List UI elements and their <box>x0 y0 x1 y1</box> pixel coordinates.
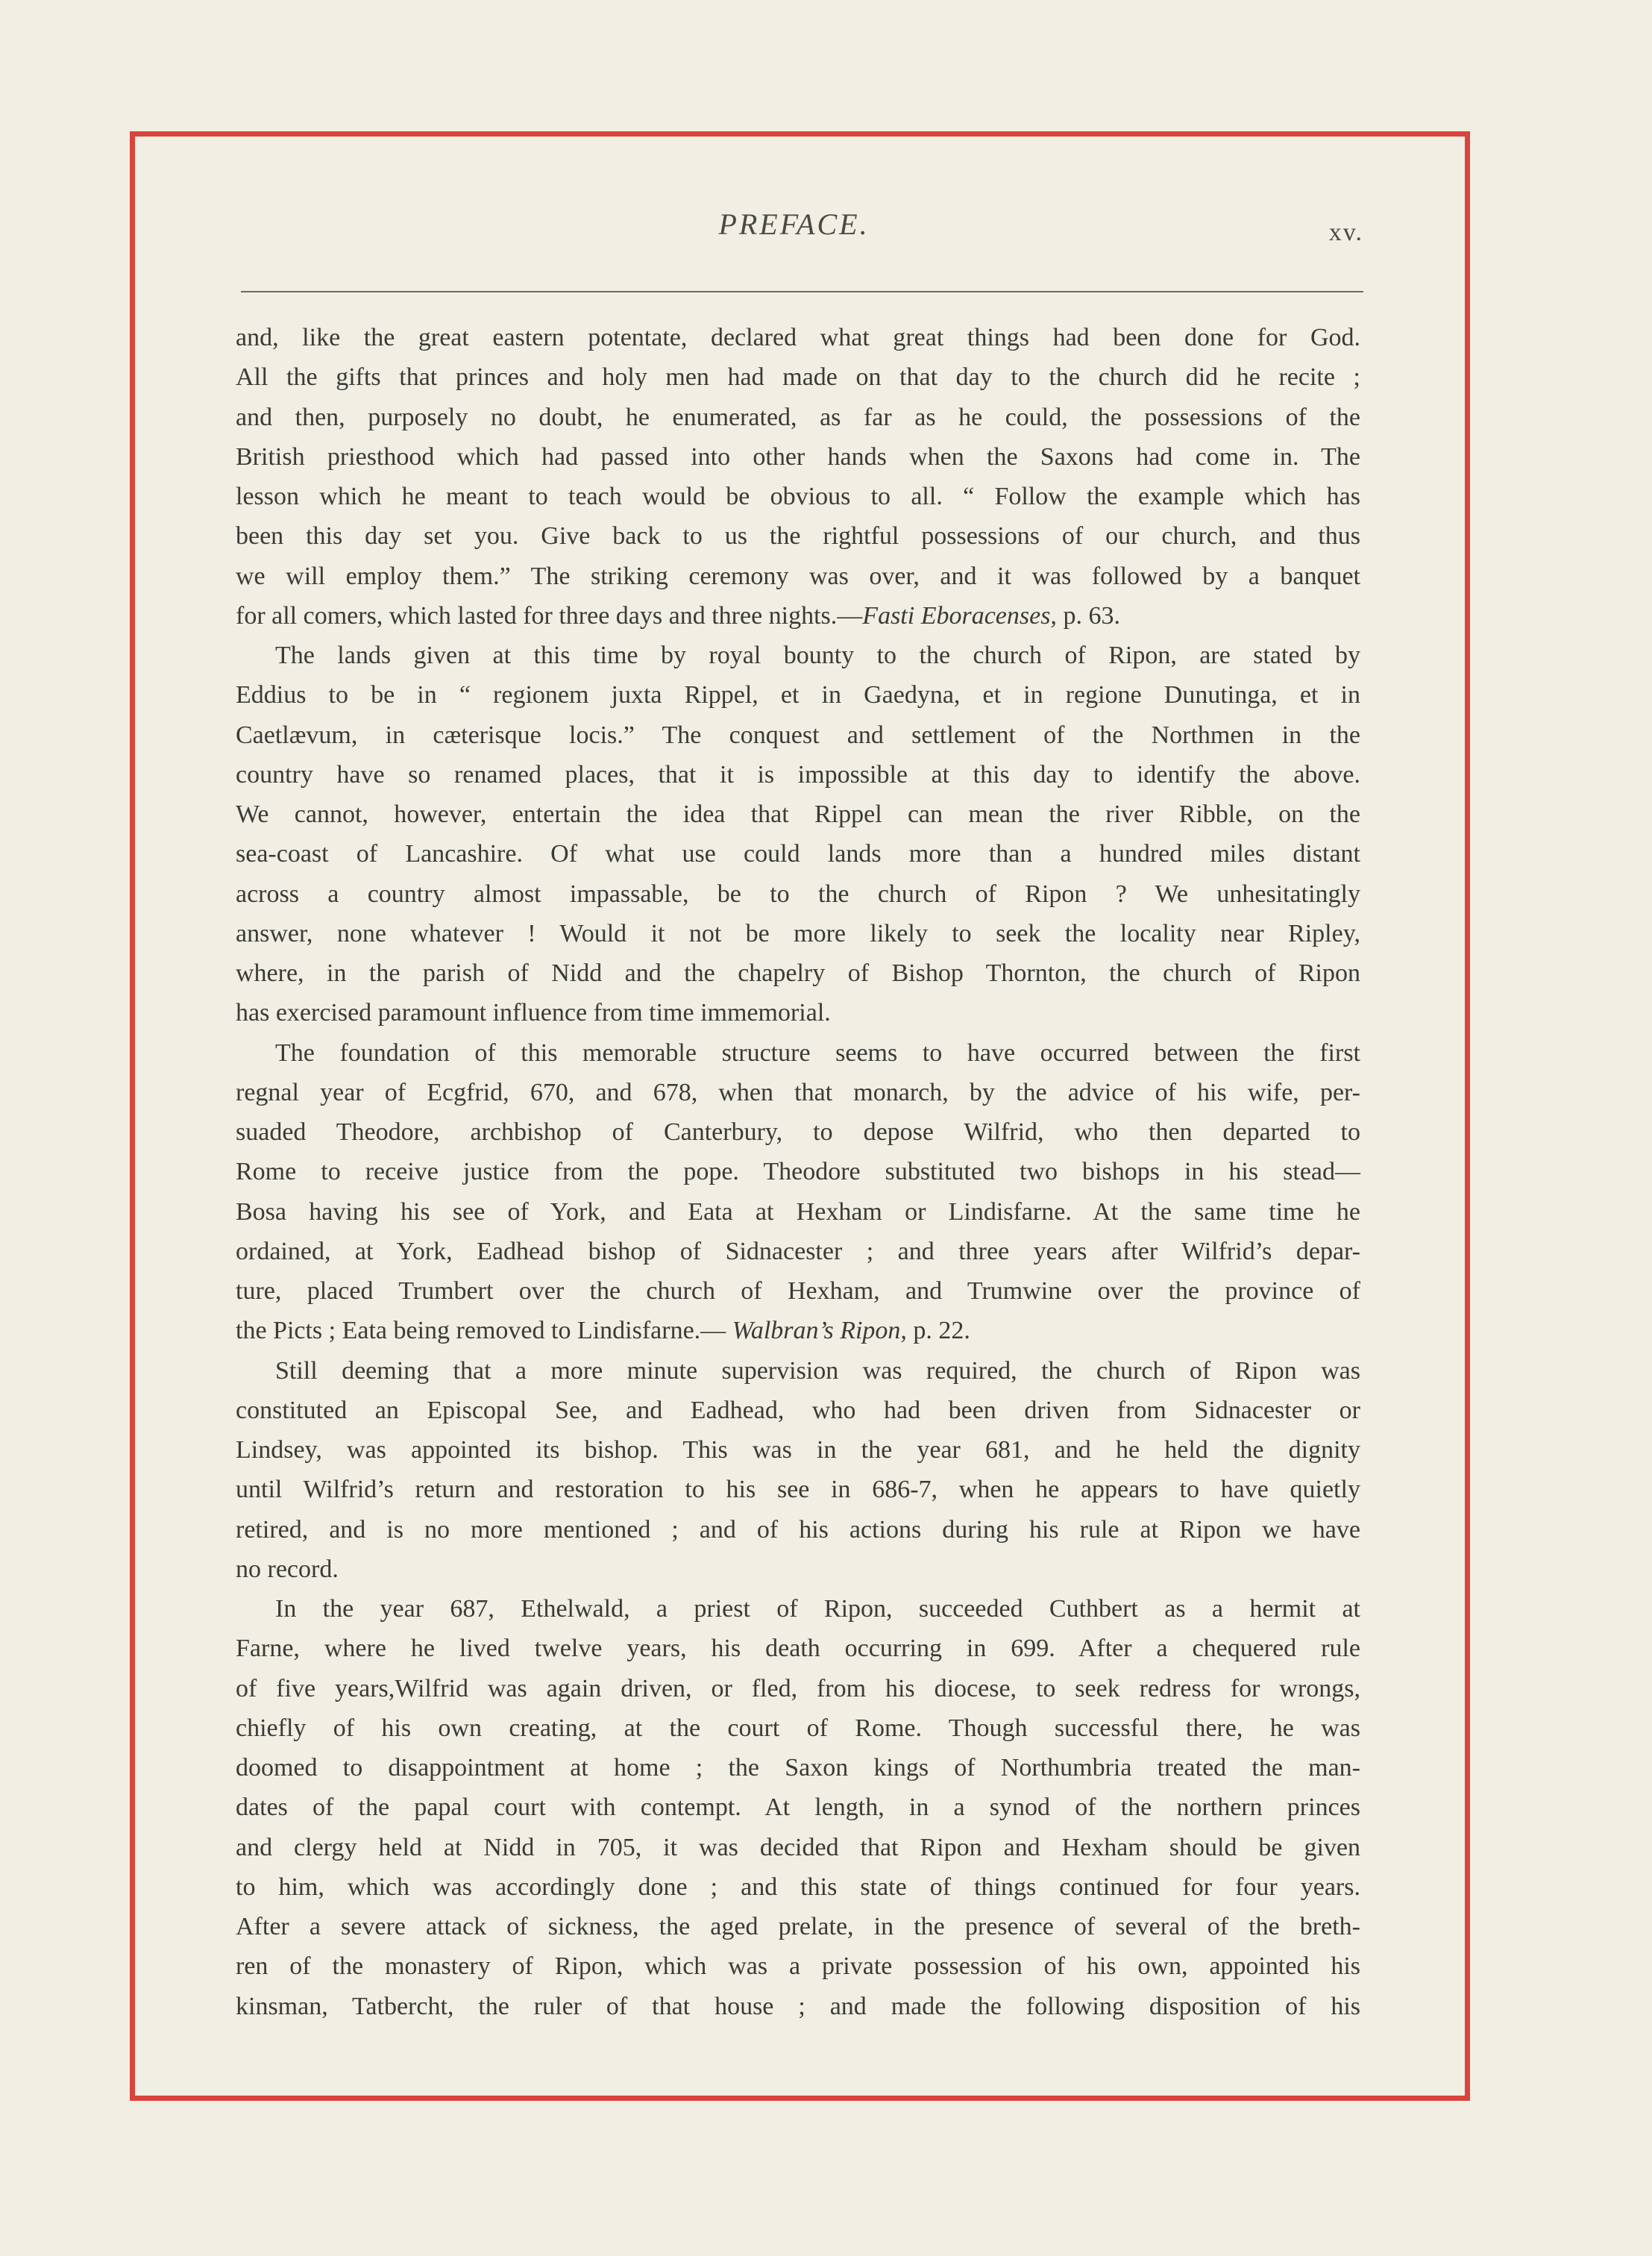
text-line: has exercised paramount influence from time immemorial. <box>236 999 831 1027</box>
text-line: sea-coast of Lancashire. Of what use could lands more than a hundred miles distant <box>236 840 1360 868</box>
text-line: After a severe attack of sickness, the aged prelate, in the presence of several of the breth- <box>236 1913 1360 1940</box>
text-line: no record. <box>236 1555 339 1583</box>
citation-walbrans-ripon: Walbran’s Ripon, <box>732 1317 907 1345</box>
text-line: suaded Theodore, archbishop of Canterbury, to depose Wilfrid, who then departed to <box>236 1118 1360 1146</box>
text-line: of five years,Wilfrid was again driven, or fled, from his diocese, to seek redress for wrongs, <box>236 1674 1360 1702</box>
text-line: the Picts ; Eata being removed to Lindisfarne.— Walbran’s Ripon, p. 22. <box>236 1317 970 1345</box>
text-line: across a country almost impassable, be to the church of Ripon ? We unhesitatingly <box>236 880 1360 908</box>
text-line: country have so renamed places, that it is impossible at this day to identify the above. <box>236 760 1360 789</box>
text-line: Rome to receive justice from the pope. Theodore substituted two bishops in his stead— <box>236 1158 1360 1186</box>
text-line: Bosa having his see of York, and Eata at Hexham or Lindisfarne. At the same time he <box>236 1197 1360 1226</box>
text-line: where, in the parish of Nidd and the chapelry of Bishop Thornton, the church of Ripon <box>236 959 1360 987</box>
text-line: constituted an Episcopal See, and Eadhead, who had been driven from Sidnacester or <box>236 1396 1360 1424</box>
text-line: and clergy held at Nidd in 705, it was decided that Ripon and Hexham should be given <box>236 1833 1360 1861</box>
header-rule <box>241 291 1363 292</box>
text-line: In the year 687, Ethelwald, a priest of Ripon, succeeded Cuthbert as a hermit at <box>275 1595 1360 1623</box>
text-line: The lands given at this time by royal bounty to the church of Ripon, are stated by <box>275 642 1360 669</box>
text-line: until Wilfrid’s return and restoration to his see in 686-7, when he appears to have quietly <box>236 1476 1360 1504</box>
text-line: we will employ them.” The striking ceremony was over, and it was followed by a banquet <box>236 562 1360 590</box>
text-line: dates of the papal court with contempt. At length, in a synod of the northern princes <box>236 1793 1360 1822</box>
text-line: We cannot, however, entertain the idea that Rippel can mean the river Ribble, on the <box>236 800 1360 828</box>
text-line: been this day set you. Give back to us the rightful possessions of our church, and thus <box>236 522 1360 551</box>
page-number: xv. <box>1328 219 1363 246</box>
text-line: ordained, at York, Eadhead bishop of Sidnacester ; and three years after Wilfrid’s depar- <box>236 1237 1360 1265</box>
text-line: All the gifts that princes and holy men had made on that day to the church did he recite ; <box>236 363 1360 392</box>
text-line: retired, and is no more mentioned ; and of his actions during his rule at Ripon we have <box>236 1515 1360 1544</box>
text-line: lesson which he meant to teach would be obvious to all. “ Follow the example which has <box>236 483 1360 510</box>
text-line: and then, purposely no doubt, he enumerated, as far as he could, the possessions of the <box>236 403 1360 431</box>
text-line: ren of the monastery of Ripon, which was a private possession of his own, appointed his <box>236 1952 1360 1981</box>
body-text <box>236 318 1360 2026</box>
text-line: Lindsey, was appointed its bishop. This was in the year 681, and he held the dignity <box>236 1436 1360 1464</box>
text-line: answer, none whatever ! Would it not be more likely to seek the locality near Ripley, <box>236 919 1360 947</box>
text-line: and, like the great eastern potentate, declared what great things had been done for God. <box>236 324 1360 351</box>
text-line: The foundation of this memorable structure seems to have occurred between the first <box>275 1038 1360 1067</box>
text-line: British priesthood which had passed into other hands when the Saxons had come in. The <box>236 442 1360 471</box>
text-line: Eddius to be in “ regionem juxta Rippel, et in Gaedyna, et in regione Dunutinga, et in <box>236 681 1360 709</box>
text-line: regnal year of Ecgfrid, 670, and 678, when that monarch, by the advice of his wife, per- <box>236 1078 1360 1106</box>
text-line: kinsman, Tatbercht, the ruler of that house ; and made the following disposition of his <box>236 1992 1360 2020</box>
running-title: PREFACE. <box>718 207 870 241</box>
page-border <box>130 131 1470 2101</box>
text-line: for all comers, which lasted for three days and three nights.—Fasti Eboracenses, p. 63. <box>236 601 1120 630</box>
citation-fasti-eboracenses: Fasti Eboracenses, <box>862 601 1057 630</box>
text-line: Still deeming that a more minute supervision was required, the church of Ripon was <box>275 1356 1360 1385</box>
text-line: Caetlævum, in cæterisque locis.” The conquest and settlement of the Northmen in the <box>236 721 1360 749</box>
text-line: Farne, where he lived twelve years, his death occurring in 699. After a chequered rule <box>236 1635 1360 1663</box>
text-line: doomed to disappointment at home ; the Saxon kings of Northumbria treated the man- <box>236 1754 1360 1782</box>
text-line: chiefly of his own creating, at the court of Rome. Though successful there, he was <box>236 1714 1360 1742</box>
text-line: to him, which was accordingly done ; and this state of things continued for four years. <box>236 1873 1360 1901</box>
text-line: ture, placed Trumbert over the church of Hexham, and Trumwine over the province of <box>236 1277 1360 1305</box>
page-header <box>224 207 1363 281</box>
